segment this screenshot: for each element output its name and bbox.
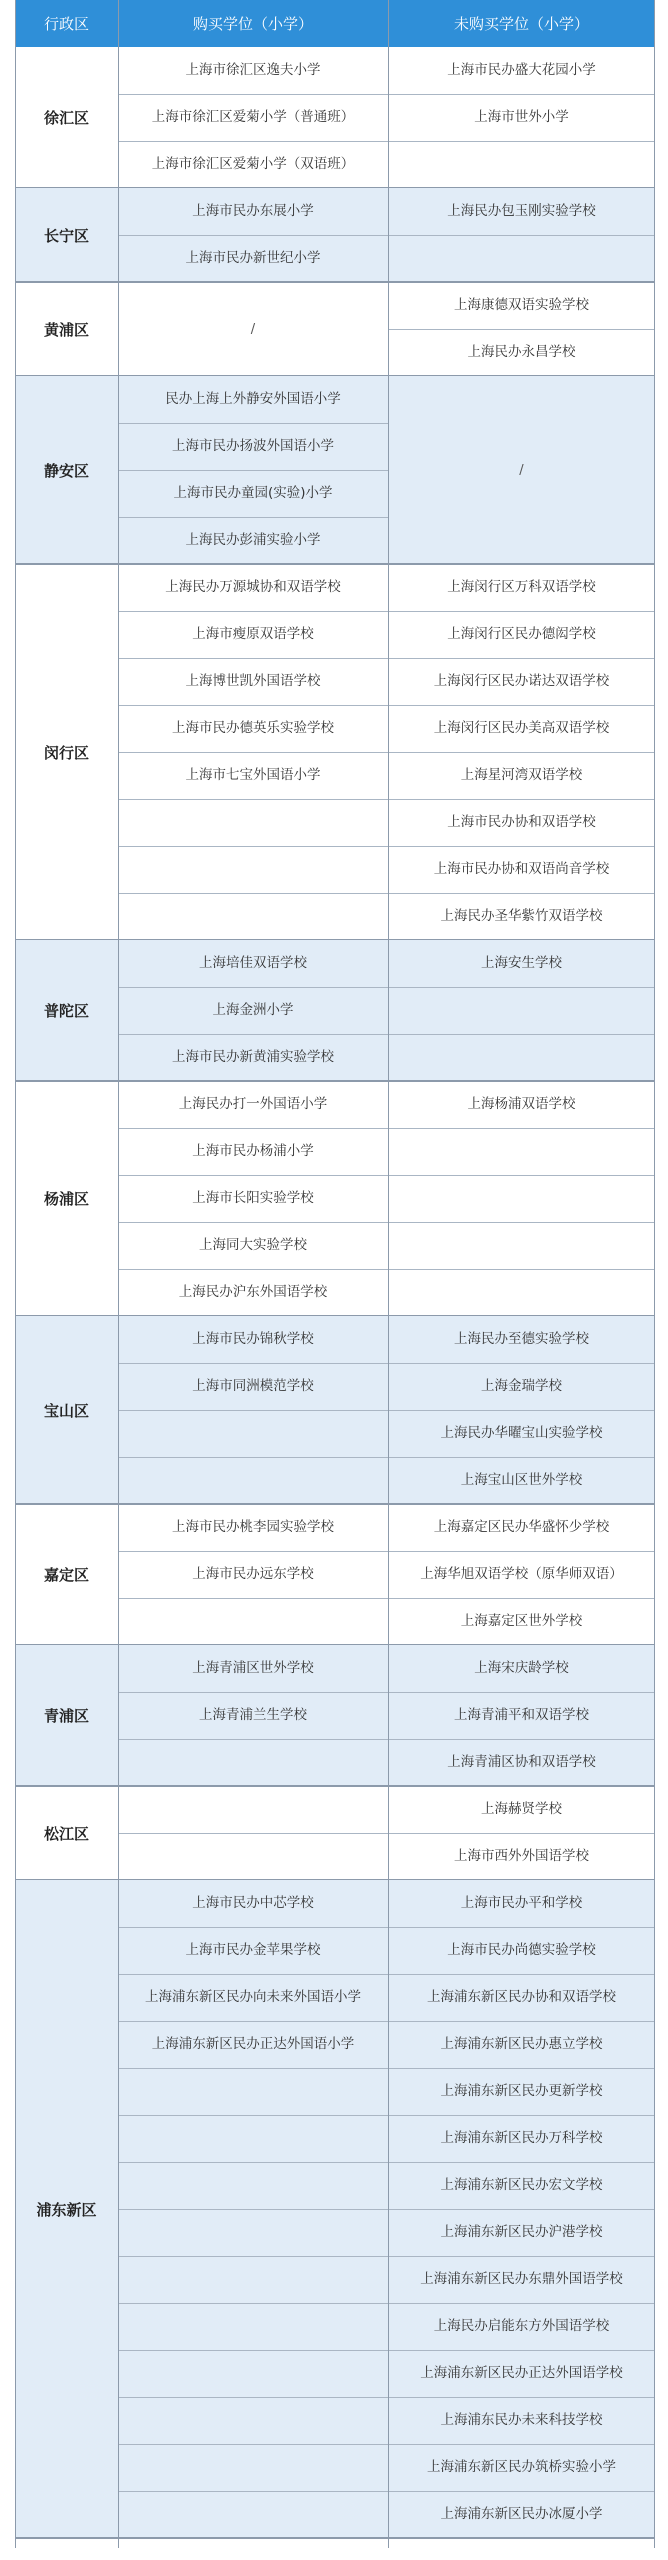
row-divider <box>388 2491 655 2492</box>
row-divider <box>118 1457 388 1458</box>
row-divider <box>388 1363 655 1364</box>
not-bought-school-cell: 上海浦东新区民办宏文学校 <box>440 2177 603 2193</box>
district-name: 浦东新区 <box>36 2200 97 2219</box>
not-bought-school-cell: 上海闵行区万科双语学校 <box>447 579 596 595</box>
bought-school-cell: 上海青浦区世外学校 <box>192 1660 314 1676</box>
column-divider <box>654 0 655 2548</box>
not-bought-school-cell: 上海康德双语实验学校 <box>454 297 589 313</box>
row-divider <box>388 1551 655 1552</box>
row-divider <box>388 329 655 330</box>
not-bought-school-cell: 上海闵行区民办美高双语学校 <box>433 720 610 736</box>
row-divider <box>118 517 388 518</box>
not-bought-school-cell: 上海宋庆龄学校 <box>474 1660 569 1676</box>
row-divider <box>118 1128 388 1129</box>
column-divider <box>388 0 389 2548</box>
row-divider <box>388 1692 655 1693</box>
row-divider <box>388 94 655 95</box>
row-divider <box>118 2444 388 2445</box>
bought-school-cell: 上海市民办远东学校 <box>192 1566 314 1582</box>
row-divider <box>388 846 655 847</box>
not-bought-school-cell: 上海嘉定区世外学校 <box>460 1613 583 1629</box>
row-divider <box>388 1598 655 1599</box>
column-divider <box>15 0 16 2548</box>
row-divider <box>388 2209 655 2210</box>
district-name: 黄浦区 <box>43 320 89 339</box>
row-divider <box>118 2256 388 2257</box>
not-bought-school-cell: 上海浦东新区民办沪港学校 <box>440 2224 603 2240</box>
row-divider <box>118 2162 388 2163</box>
not-bought-school-cell: 上海浦东新区民办协和双语学校 <box>427 1989 616 2005</box>
row-divider <box>118 2209 388 2210</box>
district-name: 长宁区 <box>43 226 89 245</box>
row-divider <box>118 94 388 95</box>
not-bought-school-cell: 上海市民办平和学校 <box>460 1895 583 1911</box>
bought-school-cell: 上海同大实验学校 <box>199 1237 307 1253</box>
row-divider <box>118 2350 388 2351</box>
bought-school-cell: 上海市民办金苹果学校 <box>185 1942 321 1958</box>
row-divider <box>388 2162 655 2163</box>
bought-school-cell: 上海民办彭浦实验小学 <box>185 532 321 548</box>
row-divider <box>118 1222 388 1223</box>
bought-school-cell: 上海浦东新区民办正达外国语小学 <box>151 2036 355 2052</box>
row-divider <box>118 2397 388 2398</box>
not-bought-school-cell: / <box>519 462 524 478</box>
row-divider <box>388 2397 655 2398</box>
header-not-bought: 未购买学位（小学） <box>388 0 655 47</box>
row-divider <box>388 2068 655 2069</box>
not-bought-school-cell: 上海金瑞学校 <box>481 1378 562 1394</box>
not-bought-school-cell: 上海青浦区协和双语学校 <box>447 1754 596 1770</box>
row-divider <box>388 2444 655 2445</box>
not-bought-school-cell: 上海市民办盛大花园小学 <box>447 62 596 78</box>
not-bought-school-cell: 上海民办至德实验学校 <box>454 1331 589 1347</box>
district-name: 嘉定区 <box>43 1566 89 1584</box>
not-bought-school-cell: 上海浦东新区民办更新学校 <box>440 2083 603 2099</box>
not-bought-school-cell: 上海浦东新区民办正达外国语学校 <box>420 2365 623 2381</box>
row-divider <box>388 752 655 753</box>
not-bought-school-cell: 上海民办华曜宝山实验学校 <box>440 1425 603 1441</box>
not-bought-school-cell: 上海民办启能东方外国语学校 <box>433 2318 610 2334</box>
bought-school-cell: 上海市民办东展小学 <box>192 203 314 219</box>
row-divider <box>388 2115 655 2116</box>
row-divider <box>118 1175 388 1176</box>
row-divider <box>388 1175 655 1176</box>
not-bought-school-cell: 上海市民办协和双语学校 <box>447 814 596 830</box>
row-divider <box>118 1927 388 1928</box>
row-divider <box>118 1410 388 1411</box>
row-divider <box>388 658 655 659</box>
district-name: 松江区 <box>43 1824 89 1843</box>
row-divider <box>388 1128 655 1129</box>
not-bought-school-cell: 上海浦东新区民办万科学校 <box>440 2130 603 2146</box>
row-divider <box>118 2115 388 2116</box>
district-name: 闵行区 <box>43 743 89 762</box>
not-bought-school-cell: 上海嘉定区民办华盛怀少学校 <box>433 1519 610 1535</box>
not-bought-school-cell: 上海市民办尚德实验学校 <box>447 1942 596 1958</box>
not-bought-school-cell: 上海民办永昌学校 <box>467 344 576 360</box>
row-divider <box>388 1269 655 1270</box>
row-divider <box>118 1363 388 1364</box>
row-divider <box>388 987 655 988</box>
row-divider <box>118 1598 388 1599</box>
bought-school-cell: 上海民办打一外国语小学 <box>178 1096 328 1112</box>
bought-school-cell: 上海市徐汇区爱菊小学（普通班） <box>151 109 355 125</box>
row-divider <box>118 799 388 800</box>
bought-school-cell: 上海市民办中芯学校 <box>192 1895 314 1911</box>
row-divider <box>388 1974 655 1975</box>
not-bought-school-cell: 上海赫贤学校 <box>481 1801 562 1817</box>
row-divider <box>388 141 655 142</box>
row-divider <box>118 2491 388 2492</box>
district-name: 徐汇区 <box>43 109 89 127</box>
not-bought-school-cell: 上海市西外外国语学校 <box>454 1848 589 1864</box>
header-district: 行政区 <box>15 0 118 47</box>
not-bought-school-cell: 上海宝山区世外学校 <box>460 1472 583 1488</box>
row-divider <box>118 1269 388 1270</box>
district-name: 普陀区 <box>43 1002 89 1020</box>
header-bought: 购买学位（小学） <box>118 0 388 47</box>
row-divider <box>118 1974 388 1975</box>
row-divider <box>388 611 655 612</box>
row-divider <box>118 846 388 847</box>
row-divider <box>118 1034 388 1035</box>
district-name: 杨浦区 <box>43 1190 89 1208</box>
row-divider <box>388 705 655 706</box>
bought-school-cell: 上海民办万源城协和双语学校 <box>165 579 341 595</box>
row-divider <box>388 2021 655 2022</box>
bought-school-cell: 上海市民办锦秋学校 <box>192 1331 314 1347</box>
bought-school-cell: 上海培佳双语学校 <box>199 955 307 971</box>
bought-school-cell: 上海市民办德英乐实验学校 <box>172 720 334 736</box>
row-divider <box>388 1457 655 1458</box>
bought-school-cell: 上海市民办童园(实验)小学 <box>173 485 333 501</box>
row-divider <box>118 893 388 894</box>
bought-school-cell: 上海金洲小学 <box>212 1002 294 1018</box>
row-divider <box>388 1410 655 1411</box>
row-divider <box>118 235 388 236</box>
row-divider <box>388 2256 655 2257</box>
not-bought-school-cell: 上海市世外小学 <box>474 109 569 125</box>
row-divider <box>118 2068 388 2069</box>
row-divider <box>118 470 388 471</box>
row-divider <box>118 141 388 142</box>
row-divider <box>388 1739 655 1740</box>
bought-school-cell: 上海市民办杨浦小学 <box>192 1143 314 1159</box>
district-name: 青浦区 <box>43 1707 89 1725</box>
row-divider <box>388 799 655 800</box>
bought-school-cell: 上海市徐汇区逸夫小学 <box>185 62 321 78</box>
not-bought-school-cell: 上海浦东新区民办筑桥实验小学 <box>427 2459 616 2475</box>
row-divider <box>118 752 388 753</box>
not-bought-school-cell: 上海市民办协和双语尚音学校 <box>433 861 610 877</box>
row-divider <box>388 1927 655 1928</box>
row-divider <box>388 235 655 236</box>
bought-school-cell: 上海市长阳实验学校 <box>192 1190 314 1206</box>
not-bought-school-cell: 上海民办包玉刚实验学校 <box>447 203 596 219</box>
row-divider <box>118 1551 388 1552</box>
row-divider <box>118 1833 388 1834</box>
row-divider <box>388 1222 655 1223</box>
row-divider <box>388 893 655 894</box>
bought-school-cell: / <box>250 321 256 337</box>
row-divider <box>118 987 388 988</box>
not-bought-school-cell: 上海华旭双语学校（原华师双语） <box>420 1566 623 1582</box>
not-bought-school-cell: 上海星河湾双语学校 <box>460 767 583 783</box>
bought-school-cell: 上海博世凯外国语学校 <box>185 673 321 689</box>
bought-school-cell: 上海市民办扬波外国语小学 <box>172 438 334 454</box>
bought-school-cell: 上海青浦兰生学校 <box>199 1707 307 1723</box>
not-bought-school-cell: 上海浦东新区民办东鼎外国语学校 <box>420 2271 623 2287</box>
bought-school-cell: 民办上海上外静安外国语小学 <box>165 391 341 407</box>
bought-school-cell: 上海浦东新区民办向未来外国语小学 <box>145 1989 361 2005</box>
row-divider <box>388 1833 655 1834</box>
not-bought-school-cell: 上海安生学校 <box>481 955 562 971</box>
not-bought-school-cell: 上海浦东新区民办惠立学校 <box>440 2036 603 2052</box>
bought-school-cell: 上海市徐汇区爱菊小学（双语班） <box>151 156 355 172</box>
row-divider <box>388 2350 655 2351</box>
not-bought-school-cell: 上海闵行区民办诺达双语学校 <box>433 673 610 689</box>
row-divider <box>388 1034 655 1035</box>
row-divider <box>118 705 388 706</box>
bought-school-cell: 上海市七宝外国语小学 <box>185 767 321 783</box>
row-divider <box>118 1692 388 1693</box>
bought-school-cell: 上海市民办新黄浦实验学校 <box>172 1049 334 1065</box>
district-divider <box>15 2537 655 2539</box>
bought-school-cell: 上海市瘦原双语学校 <box>192 626 314 642</box>
row-divider <box>118 2303 388 2304</box>
row-divider <box>118 1739 388 1740</box>
row-divider <box>388 2303 655 2304</box>
row-divider <box>118 611 388 612</box>
column-divider <box>118 0 119 2548</box>
not-bought-school-cell: 上海民办圣华紫竹双语学校 <box>440 908 603 924</box>
not-bought-school-cell: 上海闵行区民办德闳学校 <box>447 626 596 642</box>
row-divider <box>118 658 388 659</box>
not-bought-school-cell: 上海青浦平和双语学校 <box>454 1707 589 1723</box>
not-bought-school-cell: 上海杨浦双语学校 <box>467 1096 576 1112</box>
bought-school-cell: 上海市民办桃李园实验学校 <box>172 1519 334 1535</box>
bought-school-cell: 上海民办沪东外国语学校 <box>178 1284 328 1300</box>
bought-school-cell: 上海市民办新世纪小学 <box>185 250 321 266</box>
row-divider <box>118 423 388 424</box>
district-name: 静安区 <box>43 461 89 480</box>
not-bought-school-cell: 上海浦东民办未来科技学校 <box>440 2412 603 2428</box>
row-divider <box>118 2021 388 2022</box>
district-name: 宝山区 <box>43 1401 89 1420</box>
bought-school-cell: 上海市同洲模范学校 <box>192 1378 314 1394</box>
not-bought-school-cell: 上海浦东新区民办冰厦小学 <box>440 2506 603 2522</box>
